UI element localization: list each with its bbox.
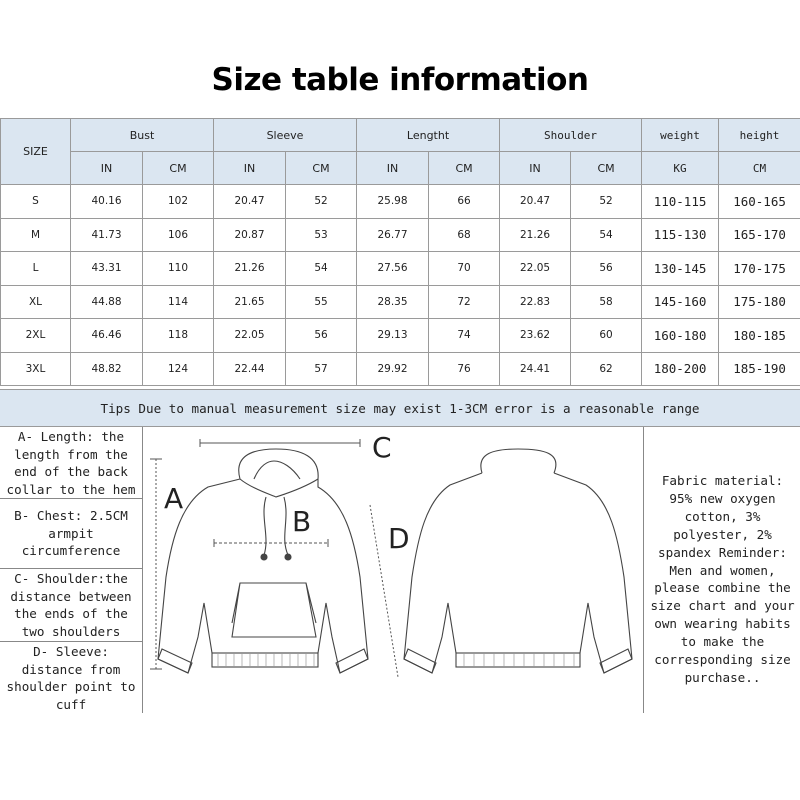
value-cell: 22.44 [214, 352, 286, 386]
column-group-header: Lengtht [357, 119, 500, 152]
unit-header: CM [143, 152, 214, 185]
value-cell: 54 [571, 218, 642, 252]
legend-shoulder [0, 569, 142, 642]
column-group-header: height [719, 119, 800, 152]
value-cell: 180-200 [642, 352, 719, 386]
back-hem-band [456, 653, 580, 667]
value-cell: 48.82 [71, 352, 143, 386]
value-cell: 160-165 [719, 185, 800, 219]
fabric-note-line: polyester, 2% [673, 526, 772, 542]
fabric-note-line: Men and women, [669, 562, 776, 578]
table-row [1, 352, 800, 386]
value-cell: 102 [143, 185, 214, 219]
label-b: B [292, 505, 312, 538]
value-cell: 54 [286, 252, 357, 286]
tips-banner: Tips Due to manual measurement size may exist 1-3CM error is a reasonable range [0, 389, 800, 427]
value-cell: 43.31 [71, 252, 143, 286]
value-cell: 145-160 [642, 285, 719, 319]
value-cell: 46.46 [71, 319, 143, 353]
back-hood-outline [481, 449, 556, 473]
hoodie-illustration [142, 427, 642, 713]
drawstring-left [264, 497, 266, 555]
value-cell: 20.47 [500, 185, 571, 219]
value-cell: 21.65 [214, 285, 286, 319]
size-table [0, 118, 800, 386]
back-left-cuff [404, 649, 436, 673]
front-hood-inner [254, 461, 300, 479]
fabric-panel [643, 427, 800, 713]
size-cell: S [1, 185, 71, 219]
unit-header: CM [719, 152, 800, 185]
value-cell: 115-130 [642, 218, 719, 252]
size-cell: XL [1, 285, 71, 319]
legend-line: B- Chest: 2.5CM [14, 508, 128, 523]
back-hem-ribbing [464, 654, 574, 666]
value-cell: 29.92 [357, 352, 429, 386]
value-cell: 68 [429, 218, 500, 252]
fabric-note-line: cotton, 3% [684, 508, 761, 524]
value-cell: 170-175 [719, 252, 800, 286]
value-cell: 25.98 [357, 185, 429, 219]
value-cell: 180-185 [719, 319, 800, 353]
legend-chest [0, 499, 142, 569]
legend-line: armpit [48, 525, 94, 541]
legend-line: collar to the hem [6, 481, 136, 497]
label-c: C [372, 431, 392, 464]
value-cell: 21.26 [500, 218, 571, 252]
drawstring-tip-left [261, 554, 267, 560]
value-cell: 74 [429, 319, 500, 353]
value-cell: 29.13 [357, 319, 429, 353]
unit-header: IN [71, 152, 143, 185]
value-cell: 130-145 [642, 252, 719, 286]
value-cell: 72 [429, 285, 500, 319]
fabric-note [644, 472, 800, 687]
legend-line: the ends of the [14, 606, 128, 622]
fabric-note-line: purchase.. [684, 669, 761, 685]
front-hood-outline [239, 449, 318, 479]
value-cell: 118 [143, 319, 214, 353]
front-left-cuff [158, 649, 192, 673]
label-a: A [164, 482, 184, 515]
front-pocket [232, 583, 316, 637]
value-cell: 22.05 [214, 319, 286, 353]
legend-line: A- Length: the [17, 429, 125, 444]
unit-header: CM [429, 152, 500, 185]
value-cell: 24.41 [500, 352, 571, 386]
value-cell: 22.05 [500, 252, 571, 286]
value-cell: 62 [571, 352, 642, 386]
value-cell: 70 [429, 252, 500, 286]
size-cell: L [1, 252, 71, 286]
size-header: SIZE [1, 119, 71, 185]
unit-header: IN [214, 152, 286, 185]
value-cell: 57 [286, 352, 357, 386]
size-cell: M [1, 218, 71, 252]
legend-line: length from the [14, 446, 128, 462]
front-right-cuff [336, 649, 368, 673]
front-hem-band [212, 653, 318, 667]
value-cell: 60 [571, 319, 642, 353]
table-row [1, 218, 800, 252]
column-group-header: Shoulder [500, 119, 642, 152]
value-cell: 56 [286, 319, 357, 353]
legend-line: distance between [10, 588, 132, 604]
front-neck-line [240, 479, 318, 497]
legend-line: D- Sleeve: [33, 644, 109, 659]
value-cell: 165-170 [719, 218, 800, 252]
unit-header: CM [571, 152, 642, 185]
value-cell: 44.88 [71, 285, 143, 319]
unit-header: IN [357, 152, 429, 185]
legend-line: cuff [55, 696, 87, 712]
drawstring-right [284, 497, 288, 555]
size-cell: 2XL [1, 319, 71, 353]
front-body-outline [158, 479, 368, 673]
fabric-note-line: to make the [680, 634, 765, 650]
value-cell: 27.56 [357, 252, 429, 286]
value-cell: 185-190 [719, 352, 800, 386]
legend-line: circumference [21, 543, 121, 559]
page-title: Size table information [211, 62, 589, 98]
value-cell: 110-115 [642, 185, 719, 219]
value-cell: 175-180 [719, 285, 800, 319]
measurement-guide [0, 427, 800, 713]
value-cell: 20.47 [214, 185, 286, 219]
value-cell: 41.73 [71, 218, 143, 252]
table-row [1, 319, 800, 353]
value-cell: 76 [429, 352, 500, 386]
unit-header: IN [500, 152, 571, 185]
value-cell: 21.26 [214, 252, 286, 286]
value-cell: 20.87 [214, 218, 286, 252]
value-cell: 160-180 [642, 319, 719, 353]
legend-line: distance from [21, 661, 121, 677]
legend-line: two shoulders [21, 623, 121, 639]
size-cell: 3XL [1, 352, 71, 386]
legend-line: C- Shoulder:the [14, 571, 128, 586]
value-cell: 52 [571, 185, 642, 219]
unit-header: KG [642, 152, 719, 185]
value-cell: 52 [286, 185, 357, 219]
value-cell: 114 [143, 285, 214, 319]
fabric-note-line: own wearing habits [654, 616, 791, 632]
value-cell: 124 [143, 352, 214, 386]
column-group-header: Bust [71, 119, 214, 152]
value-cell: 56 [571, 252, 642, 286]
unit-header: CM [286, 152, 357, 185]
fabric-note-line: Fabric material: [661, 473, 784, 488]
value-cell: 110 [143, 252, 214, 286]
table-row [1, 285, 800, 319]
legend-line: end of the back [14, 464, 128, 480]
legend-length [0, 427, 142, 499]
back-right-cuff [600, 649, 632, 673]
value-cell: 58 [571, 285, 642, 319]
value-cell: 26.77 [357, 218, 429, 252]
fabric-note-line: corresponding size [654, 652, 791, 668]
fabric-note-line: please combine the [654, 580, 791, 596]
value-cell: 55 [286, 285, 357, 319]
table-row [1, 252, 800, 286]
hoodie-diagram [142, 427, 642, 713]
value-cell: 53 [286, 218, 357, 252]
column-group-header: weight [642, 119, 719, 152]
legend-line: shoulder point to [6, 679, 136, 695]
value-cell: 40.16 [71, 185, 143, 219]
value-cell: 22.83 [500, 285, 571, 319]
drawstring-tip-right [285, 554, 291, 560]
table-row [1, 185, 800, 219]
value-cell: 23.62 [500, 319, 571, 353]
fabric-note-line: 95% new oxygen [669, 490, 776, 506]
label-d: D [388, 522, 410, 555]
value-cell: 106 [143, 218, 214, 252]
value-cell: 28.35 [357, 285, 429, 319]
fabric-note-line: spandex Reminder: [658, 544, 787, 560]
legend-sleeve [0, 642, 142, 713]
column-group-header: Sleeve [214, 119, 357, 152]
hem-ribbing [218, 654, 314, 666]
back-body-outline [404, 473, 632, 673]
value-cell: 66 [429, 185, 500, 219]
fabric-note-line: size chart and your [650, 598, 795, 614]
measurement-legend [0, 427, 143, 713]
